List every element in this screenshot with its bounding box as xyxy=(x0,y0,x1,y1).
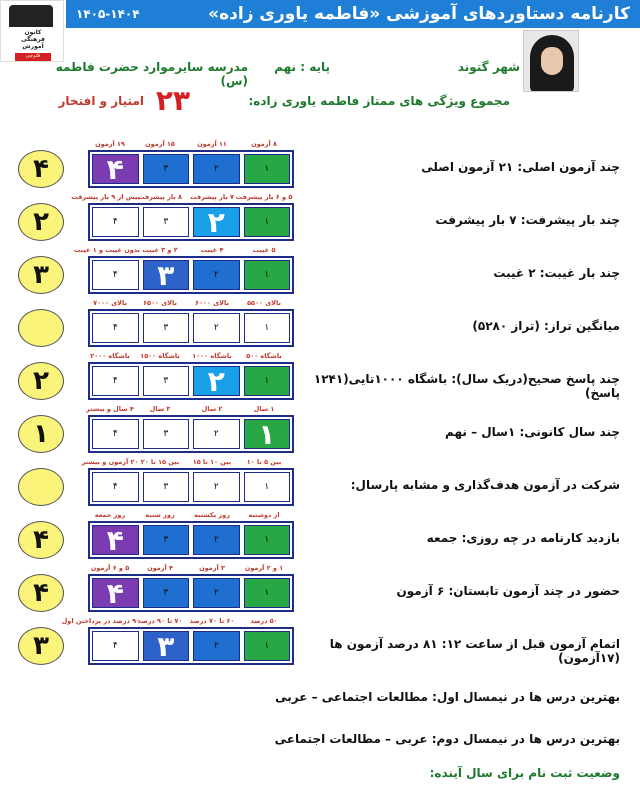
level-strip xyxy=(88,521,294,559)
level-cell: ۴ xyxy=(92,578,139,608)
level-cell: ۱ xyxy=(244,366,291,396)
level-strip xyxy=(88,309,294,347)
level-strip xyxy=(88,362,294,400)
level-cell: ۱ xyxy=(244,154,291,184)
level-cell: ۲ xyxy=(193,313,240,343)
level-strip xyxy=(88,256,294,294)
level-cell: ۴ xyxy=(92,207,139,237)
level-cell: ۳ xyxy=(143,631,190,661)
student-city: شهر گتوند xyxy=(457,60,520,74)
level-header: بیش از ۹ بار پیشرفت xyxy=(71,193,140,201)
level-header: باشگاه ۱۵۰۰ xyxy=(140,352,180,360)
level-cell: ۱ xyxy=(244,260,291,290)
level-header: ۸ بار پیشرفت xyxy=(137,193,182,201)
level-cell: ۴ xyxy=(92,154,139,184)
logo-line-3: آموزش xyxy=(22,43,44,50)
level-header: ۹۰ درصد در پرداختن اول xyxy=(61,617,140,625)
student-school: مدرسه سایرموارد حضرت فاطمه (س) xyxy=(55,60,248,88)
achievement-row xyxy=(0,299,640,351)
level-cell: ۱ xyxy=(244,578,291,608)
achievement-question: چند بار پیشرفت: ۷ بار پیشرفت xyxy=(435,213,620,227)
summary-score: ۲۳ xyxy=(155,84,191,117)
level-header: بین ۱۰ تا ۱۵ xyxy=(192,458,232,466)
achievement-row xyxy=(0,140,640,192)
level-header: بین ۵ تا ۱۰ xyxy=(246,458,282,466)
level-strip xyxy=(88,574,294,612)
score-circle: ۴ xyxy=(18,521,64,559)
level-cell: ۴ xyxy=(92,472,139,502)
level-cell: ۲ xyxy=(193,525,240,555)
level-header: ۶۰ تا ۷۰ درصد xyxy=(189,617,235,625)
level-header: ۵ و ۶ بار پیشرفت xyxy=(235,193,293,201)
level-cell: ۲ xyxy=(193,472,240,502)
level-cell: ۴ xyxy=(92,366,139,396)
logo-line-2: فرهنگی xyxy=(21,36,45,43)
level-cell: ۱ xyxy=(244,313,291,343)
level-cell: ۱ xyxy=(244,525,291,555)
level-header: روز یکشنبه xyxy=(194,511,230,519)
achievement-question: چند آزمون اصلی: ۲۱ آزمون اصلی xyxy=(421,160,620,174)
level-strip xyxy=(88,415,294,453)
student-photo xyxy=(523,30,579,92)
level-cell: ۲ xyxy=(193,578,240,608)
logo xyxy=(0,0,64,62)
achievement-question: چند پاسخ صحیح(دریک سال): باشگاه ۱۰۰۰تایی(۱۲۴۱ پاسخ) xyxy=(313,372,620,400)
level-cell: ۲ xyxy=(193,366,240,396)
level-cell: ۲ xyxy=(193,419,240,449)
level-header: بین ۱۵ تا ۲۰ xyxy=(140,458,180,466)
achievement-row xyxy=(0,405,640,457)
level-header: باشگاه ۱۰۰۰ xyxy=(192,352,232,360)
achievement-row xyxy=(0,564,640,616)
achievement-question: میانگین تراز: (تراز ۵۲۸۰) xyxy=(472,319,620,333)
level-cell: ۳ xyxy=(143,154,190,184)
score-circle: ۴ xyxy=(18,574,64,612)
level-cell: ۴ xyxy=(92,525,139,555)
score-circle: ۳ xyxy=(18,256,64,294)
level-strip xyxy=(88,150,294,188)
level-header: ۵ و ۶ آزمون xyxy=(90,564,130,572)
level-cell: ۱ xyxy=(244,472,291,502)
level-header: روز جمعه xyxy=(94,511,126,519)
level-cell: ۳ xyxy=(143,578,190,608)
level-header: ۲ سال xyxy=(201,405,223,413)
level-cell: ۳ xyxy=(143,419,190,449)
level-cell: ۱ xyxy=(244,419,291,449)
level-header: از دوشنبه xyxy=(248,511,280,519)
photo-face-shape xyxy=(541,47,563,75)
level-cell: ۴ xyxy=(92,313,139,343)
score-circle: ۳ xyxy=(18,627,64,665)
level-cell: ۳ xyxy=(143,525,190,555)
level-header: ۲ و ۳ غیبت xyxy=(142,246,178,254)
achievement-row xyxy=(0,458,640,510)
level-cell: ۳ xyxy=(143,207,190,237)
level-header: ۵۰ درصد xyxy=(250,617,278,625)
score-circle: ۲ xyxy=(18,362,64,400)
level-cell: ۳ xyxy=(143,260,190,290)
level-header: ۳ سال xyxy=(149,405,171,413)
level-header: بالای ۵۵۰۰ xyxy=(247,299,281,307)
summary-unit: امتیاز و افتخار xyxy=(58,94,144,108)
level-header: ۱۱ آزمون xyxy=(197,140,227,148)
level-strip xyxy=(88,203,294,241)
level-cell: ۴ xyxy=(92,631,139,661)
score-circle xyxy=(18,309,64,347)
score-circle: ۱ xyxy=(18,415,64,453)
level-cell: ۱ xyxy=(244,631,291,661)
level-cell: ۳ xyxy=(143,366,190,396)
header-bar xyxy=(66,0,640,28)
level-header: روز شنبه xyxy=(145,511,175,519)
logo-shirt-icon xyxy=(9,5,53,27)
level-cell: ۴ xyxy=(92,419,139,449)
achievement-row xyxy=(0,511,640,563)
achievement-row xyxy=(0,246,640,298)
score-circle: ۲ xyxy=(18,203,64,241)
level-header: ۵ غیبت xyxy=(252,246,276,254)
achievement-question: اتمام آزمون قبل از ساعت ۱۲: ۸۱ درصد آزمون ها (۱۷آزمون) xyxy=(329,637,620,665)
achievement-question: حضور در چند آزمون تابستان: ۶ آزمون xyxy=(396,584,620,598)
level-header: باشگاه ۲۰۰۰ xyxy=(90,352,130,360)
level-header: ۷۰ تا ۹۰ درصد xyxy=(137,617,183,625)
page-title: کارنامه دستاوردهای آموزشی «فاطمه یاوری زاده» xyxy=(208,4,630,24)
level-header: ۴ سال و بیشتر xyxy=(86,405,134,413)
student-grade: پایه : نهم xyxy=(274,60,330,74)
level-cell: ۱ xyxy=(244,207,291,237)
level-strip xyxy=(88,627,294,665)
level-cell: ۲ xyxy=(193,207,240,237)
level-cell: ۲ xyxy=(193,631,240,661)
achievement-question: چند بار غیبت: ۲ غیبت xyxy=(493,266,620,280)
level-cell: ۳ xyxy=(143,472,190,502)
logo-badge: قلم‌چی xyxy=(15,53,51,61)
level-header: ۱ سال xyxy=(253,405,275,413)
achievement-question: شرکت در آزمون هدف‌گذاری و مشابه پارسال: xyxy=(350,478,620,492)
level-cell: ۴ xyxy=(92,260,139,290)
achievement-row xyxy=(0,193,640,245)
level-header: ۸ آزمون xyxy=(251,140,277,148)
level-header: بالای ۷۰۰۰ xyxy=(93,299,127,307)
level-header: ۲۰ آزمون و بیشتر xyxy=(81,458,139,466)
level-header: بالای ۶۰۰۰ xyxy=(195,299,229,307)
logo-line-1: کانون xyxy=(24,29,42,36)
level-header: بدون غیبت و ۱ غیبت xyxy=(73,246,140,254)
summary-label: مجموع ویژگی های ممتاز فاطمه یاوری زاده: xyxy=(248,94,510,108)
achievement-question: بازدید کارنامه در چه روزی: جمعه xyxy=(426,531,620,545)
achievement-row xyxy=(0,352,640,404)
level-header: ۴ غیبت xyxy=(200,246,224,254)
level-header: ۱ و ۲ آزمون xyxy=(244,564,284,572)
level-header: ۷ بار پیشرفت xyxy=(189,193,234,201)
academic-year: ۱۴۰۵-۱۴۰۴ xyxy=(76,7,140,21)
achievement-question: چند سال کانونی: ۱سال – نهم xyxy=(445,425,620,439)
level-header: باشگاه ۵۰۰ xyxy=(246,352,282,360)
best-lessons-first-half: بهترین درس ها در نیمسال اول: مطالعات اجتماعی – عربی xyxy=(275,690,620,704)
level-header: ۱۵ آزمون xyxy=(145,140,175,148)
level-header: بالای ۶۵۰۰ xyxy=(143,299,177,307)
best-lessons-second-half: بهترین درس ها در نیمسال دوم: عربی – مطالعات اجتماعی xyxy=(274,732,620,746)
level-strip xyxy=(88,468,294,506)
level-header: ۳ آزمون xyxy=(199,564,225,572)
level-header: ۱۹ آزمون xyxy=(95,140,125,148)
score-circle xyxy=(18,468,64,506)
level-cell: ۲ xyxy=(193,154,240,184)
achievement-row xyxy=(0,617,640,669)
level-header: ۴ آزمون xyxy=(147,564,173,572)
level-cell: ۲ xyxy=(193,260,240,290)
next-year-registration: وضعیت ثبت نام برای سال آینده: xyxy=(429,766,620,780)
score-circle: ۴ xyxy=(18,150,64,188)
level-cell: ۳ xyxy=(143,313,190,343)
